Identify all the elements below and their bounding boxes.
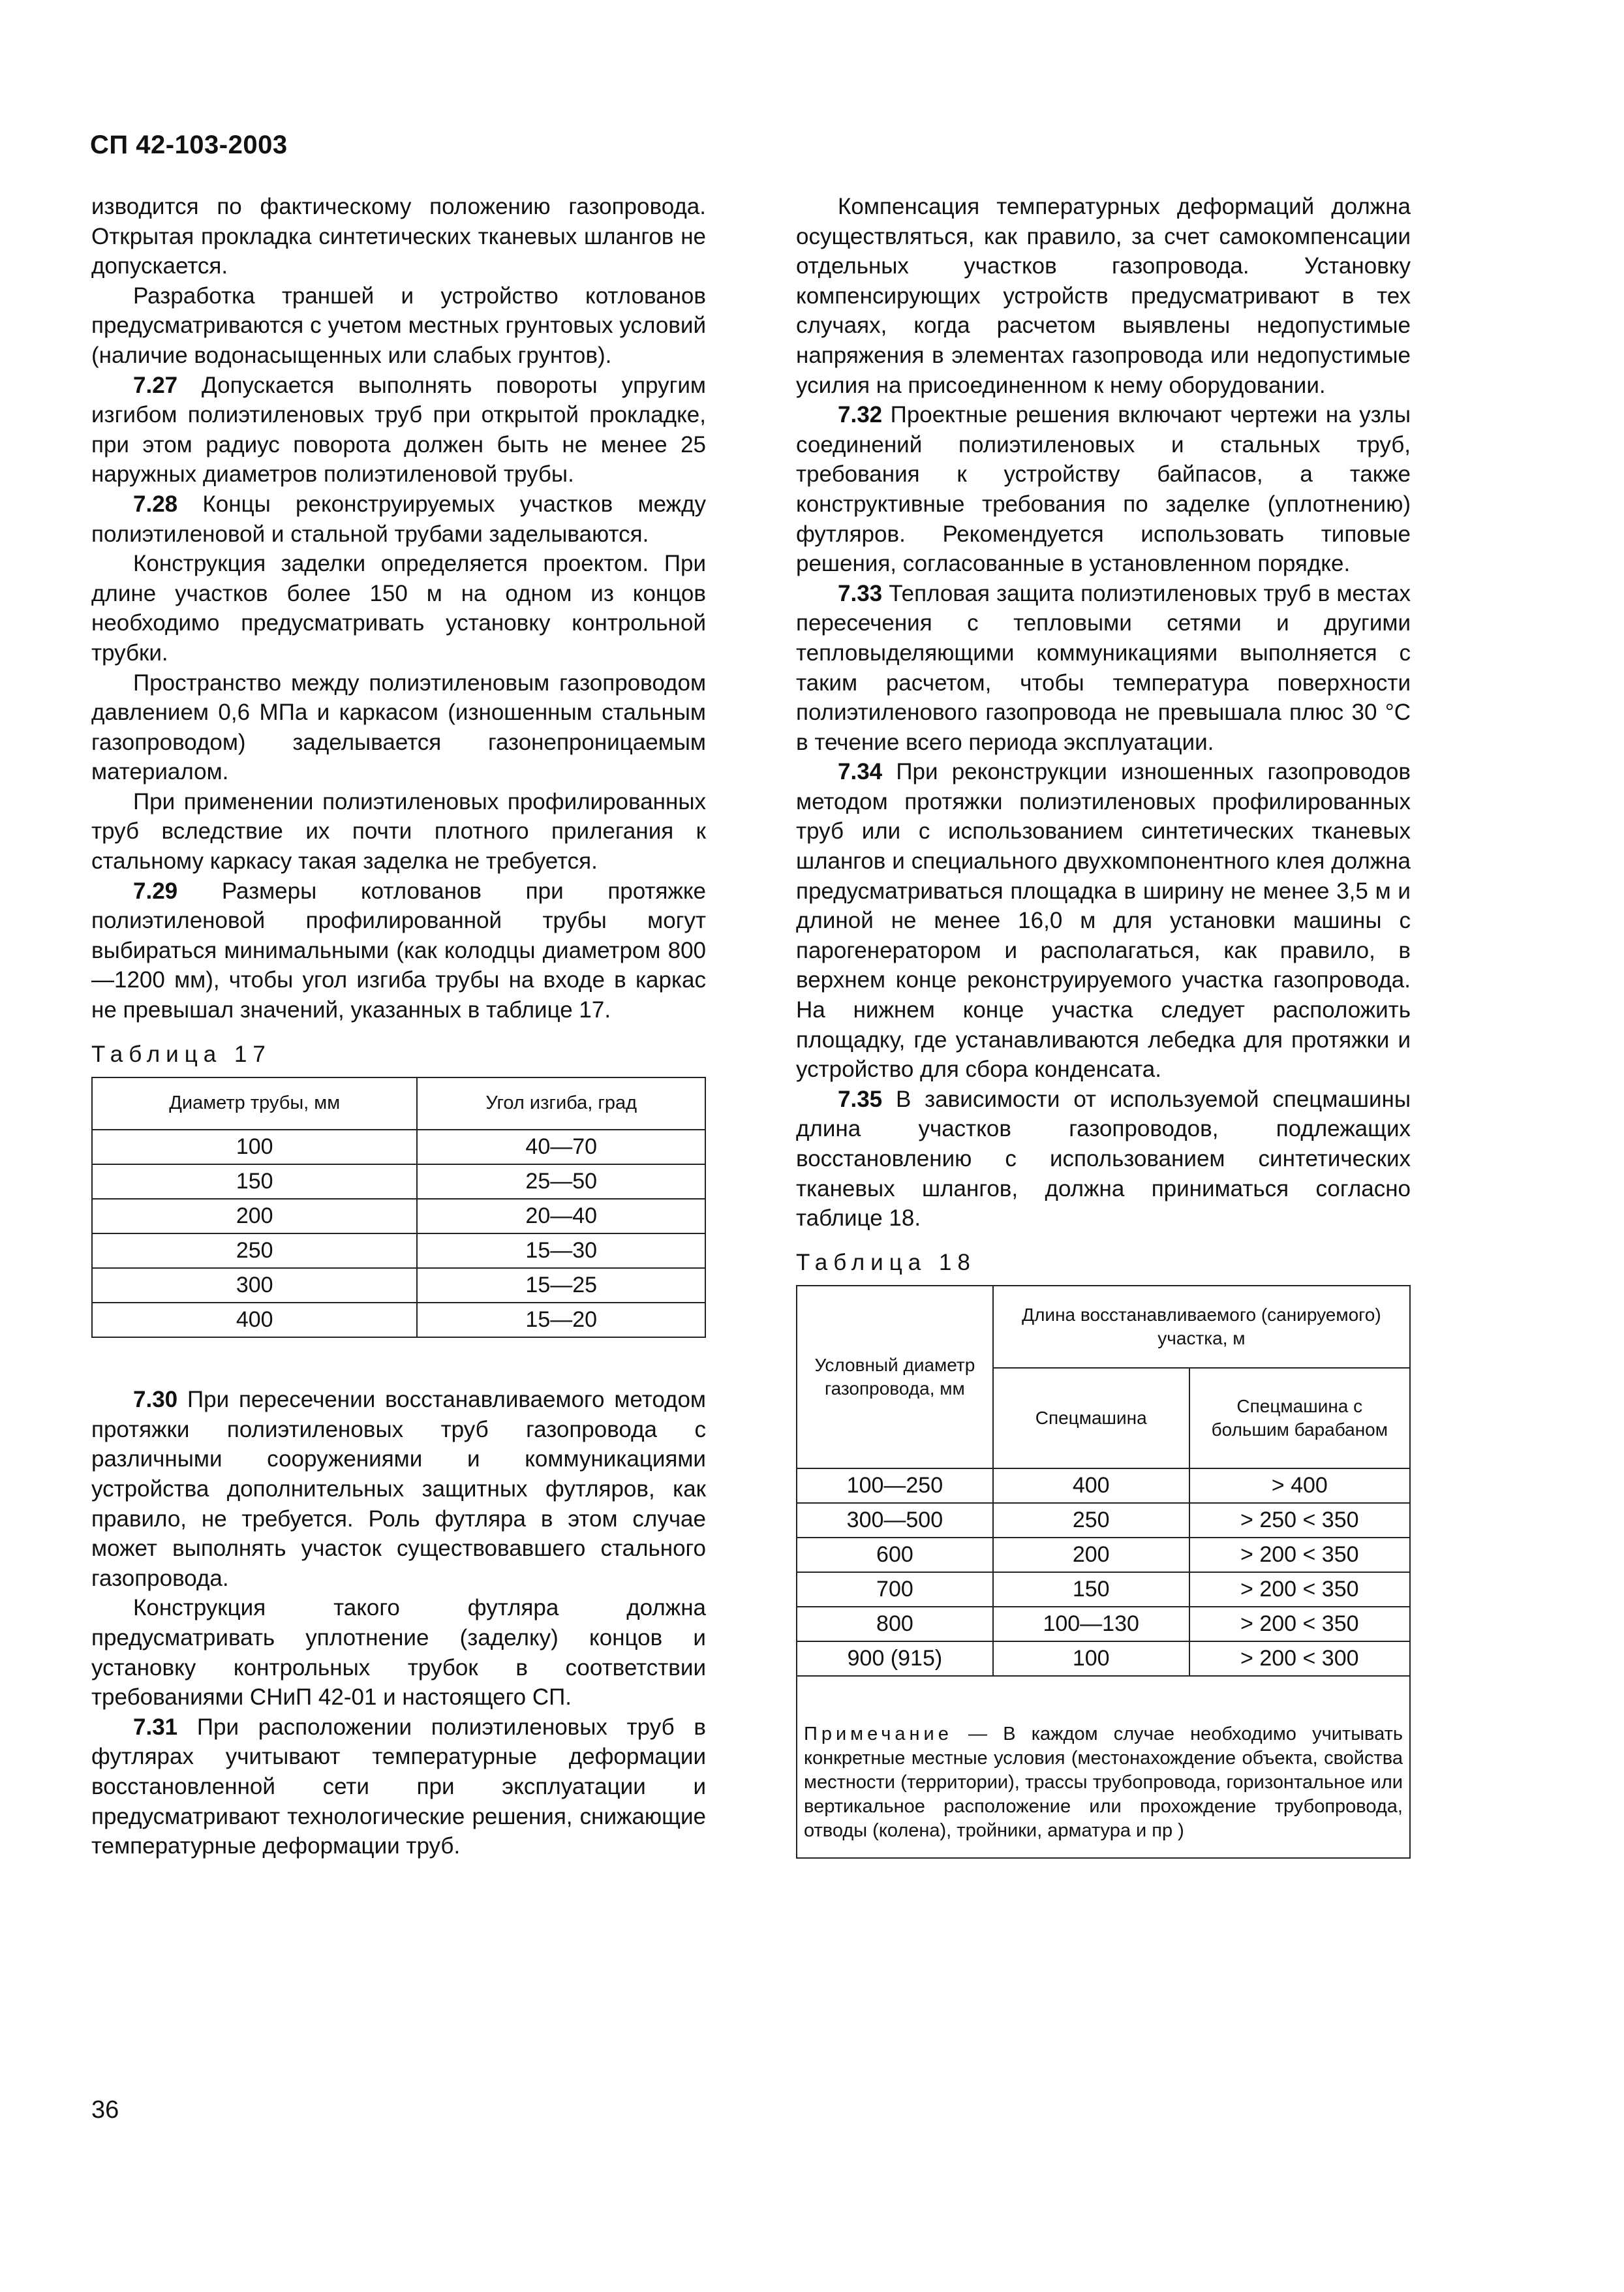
table-cell: > 200 < 350 — [1189, 1572, 1410, 1607]
clause-number: 7.27 — [133, 372, 178, 398]
clause-number: 7.31 — [133, 1714, 178, 1740]
paragraph-text: Разработка траншей и устройство котлованов предусматриваются с учетом местных грунтовых условий (наличие водонасыщенных или слабых грунтов). — [91, 283, 706, 368]
table-cell: 15—25 — [417, 1268, 705, 1303]
table-cell: 400 — [92, 1303, 417, 1337]
paragraph — [796, 192, 1411, 400]
table-row — [797, 1503, 1410, 1538]
right-column — [796, 192, 1411, 1859]
table-cell: 600 — [797, 1538, 993, 1572]
paragraph-text: Проектные решения включают чертежи на узлы соединений полиэтиленовых и стальных труб, требования к устройству байпасов, а также конструктивные требования по заделке (уплотнению) футляров. Рекомендуется использовать типовые решения, согласованные в установленном порядке. — [796, 402, 1411, 577]
table-cell: 100 — [993, 1641, 1189, 1676]
paragraph-text: При реконструкции изношенных газопроводов методом протяжки полиэтиленовых профилированных труб или с использованием синтетических тканевых шлангов и специального двухкомпонентного клея должна предусматриваться площадка в ширину не менее 3,5 м и длиной не менее 16,0 м для установки машины с парогенератором и располагаться, как правило, в верхнем конце реконструируемого участка газопровода. На нижнем конце участка следует расположить площадку, где устанавливаются лебедка для протяжки и устройство для сбора конденсата. — [796, 759, 1411, 1083]
clause-number: 7.33 — [838, 580, 883, 606]
paragraph-text: При применении полиэтиленовых профилированных труб вследствие их почти плотного прилегания к стальному каркасу такая заделка не требуется. — [91, 788, 706, 875]
paragraph — [91, 281, 706, 371]
clause-number: 7.34 — [838, 759, 883, 785]
table-note-row — [797, 1676, 1410, 1858]
table-cell: 200 — [92, 1199, 417, 1233]
table-cell: 250 — [92, 1233, 417, 1268]
paragraph — [91, 668, 706, 787]
table-18-caption: Таблица 18 — [796, 1249, 976, 1275]
paragraph-text: изводится по фактическому положению газопровода. Открытая прокладка синтетических тканевых шлангов не допускается. — [91, 194, 706, 279]
table-cell: 100—130 — [993, 1607, 1189, 1641]
table-header-cell: Угол изгиба, град — [417, 1077, 705, 1130]
table-cell: 150 — [993, 1572, 1189, 1607]
paragraph-text: Конструкция заделки определяется проектом. При длине участков более 150 м на одном из концов необходимо предусматривать установку контрольной трубки. — [91, 551, 706, 666]
table-row — [797, 1572, 1410, 1607]
table-cell: 100 — [92, 1130, 417, 1164]
table-row — [92, 1233, 705, 1268]
paragraph-text: Тепловая защита полиэтиленовых труб в местах пересечения с тепловыми сетями и другими тепловыделяющими коммуникациями выполняется с таким расчетом, чтобы температура поверхности полиэтиленового газопровода не превышала плюс 30 °С в течение всего периода эксплуатации. — [796, 580, 1411, 755]
table-cell: 250 — [993, 1503, 1189, 1538]
table-cell: 25—50 — [417, 1164, 705, 1199]
table-17-caption: Таблица 17 — [91, 1041, 271, 1067]
table-cell: 900 (915) — [797, 1641, 993, 1676]
table-row — [92, 1130, 705, 1164]
paragraph — [91, 876, 706, 1025]
table-cell: 300 — [92, 1268, 417, 1303]
table-cell: > 200 < 350 — [1189, 1538, 1410, 1572]
paragraph-text: Компенсация температурных деформаций должна осуществляться, как правило, за счет самокомпенсации отдельных участков газопровода. Установку компенсирующих устройств предусматривают в тех случаях, когда расчетом выявлены недопустимые напряжения в элементах газопровода или недопустимые усилия на присоединенном к нему оборудовании. — [796, 194, 1411, 398]
note-text: — В каждом случае необходимо учитывать конкретные местные условия (местонахождение объекта, свойства местности (территории), трассы трубопровода, горизонтальное или вертикальное расположение или прохождение трубопровода, отводы (колена), тройники, арматура и пр ) — [804, 1724, 1403, 1842]
table-header-cell: Спецмашина с большим барабаном — [1189, 1368, 1410, 1468]
table-cell: 800 — [797, 1607, 993, 1641]
note-label: Примечание — [804, 1724, 953, 1745]
page-number: 36 — [91, 2096, 119, 2124]
table-row — [92, 1268, 705, 1303]
table-18 — [796, 1285, 1411, 1859]
table-note — [797, 1676, 1410, 1858]
table-row — [797, 1641, 1410, 1676]
table-cell: 15—20 — [417, 1303, 705, 1337]
clause-number: 7.32 — [838, 402, 883, 428]
table-cell: > 200 < 350 — [1189, 1607, 1410, 1641]
table-row — [92, 1164, 705, 1199]
table-17 — [91, 1077, 706, 1338]
table-header-group-cell: Длина восстанавливаемого (санируемого) участка, м — [993, 1286, 1410, 1368]
table-cell: > 200 < 300 — [1189, 1641, 1410, 1676]
paragraph — [91, 787, 706, 876]
table-cell: 20—40 — [417, 1199, 705, 1233]
document-code-header: СП 42-103-2003 — [90, 131, 288, 159]
clause-number: 7.29 — [133, 878, 178, 904]
paragraph-text: Конструкция такого футляра должна предусматривать уплотнение (заделку) концов и установку контрольных трубок в соответствии требованиями СНиП 42-01 и настоящего СП. — [91, 1595, 706, 1711]
paragraph-text: Размеры котлованов при протяжке полиэтиленовой профилированной трубы могут выбираться минимальными (как колодцы диаметром 800—1200 мм), чтобы угол изгиба трубы на входе в каркас не превышал значений, указанных в таблице 17. — [91, 878, 706, 1023]
clause-number: 7.28 — [133, 491, 178, 517]
table-header-cell: Условный диаметр газопровода, мм — [797, 1286, 993, 1468]
paragraph — [91, 192, 706, 281]
table-cell: 300—500 — [797, 1503, 993, 1538]
table-cell: > 400 — [1189, 1468, 1410, 1503]
paragraph — [796, 757, 1411, 1085]
table-header-row — [92, 1077, 705, 1130]
table-header-row — [797, 1286, 1410, 1368]
paragraph-text: Концы реконструируемых участков между полиэтиленовой и стальной трубами заделываются. — [91, 491, 706, 547]
paragraph — [91, 371, 706, 489]
paragraph-text: Пространство между полиэтиленовым газопроводом давлением 0,6 МПа и каркасом (изношенным стальным газопроводом) заделывается газонепроницаемым материалом. — [91, 670, 706, 785]
clause-number: 7.30 — [133, 1387, 178, 1413]
left-column — [91, 192, 706, 1861]
table-row — [92, 1303, 705, 1337]
table-header-cell: Диаметр трубы, мм — [92, 1077, 417, 1130]
paragraph — [796, 1085, 1411, 1233]
paragraph-text: Допускается выполнять повороты упругим изгибом полиэтиленовых труб при открытой прокладке, при этом радиус поворота должен быть не менее 25 наружных диаметров полиэтиленовой трубы. — [91, 372, 706, 488]
paragraph — [91, 549, 706, 668]
table-header-cell: Спецмашина — [993, 1368, 1189, 1468]
paragraph — [91, 489, 706, 549]
table-row — [797, 1538, 1410, 1572]
paragraph-text: В зависимости от используемой спецмашины длина участков газопроводов, подлежащих восстановлению с использованием синтетических тканевых шлангов, должна приниматься согласно таблице 18. — [796, 1086, 1411, 1231]
paragraph-text: При пересечении восстанавливаемого методом протяжки полиэтиленовых труб газопровода с различными сооружениями и коммуникациями устройства дополнительных защитных футляров, как правило, не требуется. Роль футляра в этом случае может выполнять участок существовавшего стального газопровода. — [91, 1387, 706, 1591]
paragraph — [91, 1385, 706, 1593]
paragraph — [796, 579, 1411, 758]
table-cell: 700 — [797, 1572, 993, 1607]
paragraph — [796, 400, 1411, 579]
table-cell: 150 — [92, 1164, 417, 1199]
paragraph — [91, 1593, 706, 1712]
paragraph — [91, 1712, 706, 1861]
table-cell: > 250 < 350 — [1189, 1503, 1410, 1538]
table-cell: 15—30 — [417, 1233, 705, 1268]
table-row — [92, 1199, 705, 1233]
table-cell: 400 — [993, 1468, 1189, 1503]
clause-number: 7.35 — [838, 1086, 883, 1112]
table-cell: 200 — [993, 1538, 1189, 1572]
table-cell: 100—250 — [797, 1468, 993, 1503]
table-row — [797, 1607, 1410, 1641]
table-cell: 40—70 — [417, 1130, 705, 1164]
paragraph-text: При расположении полиэтиленовых труб в футлярах учитывают температурные деформации восстановленной сети при эксплуатации и предусматривают технологические решения, снижающие температурные деформации труб. — [91, 1714, 706, 1859]
table-row — [797, 1468, 1410, 1503]
